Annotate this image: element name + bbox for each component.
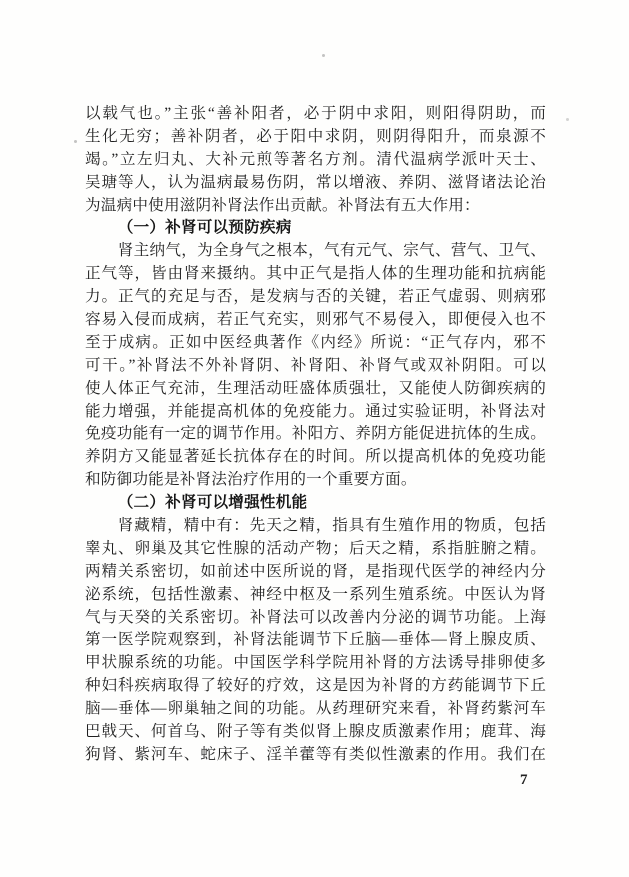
section-heading-1: （一）补肾可以预防疾病: [117, 219, 292, 237]
text-line: 肾藏精，精中有：先天之精，指具有生殖作用的物质，包括: [117, 517, 546, 535]
scan-speck: [322, 54, 325, 57]
page-number: 7: [520, 772, 528, 788]
text-line: 种妇科疾病取得了较好的疗效，这是因为补肾的方药能调节下丘: [85, 677, 546, 695]
text-line: 睾丸、卵巢及其它性腺的活动产物；后天之精，系指脏腑之精。: [85, 539, 546, 557]
text-block: [85, 103, 546, 767]
text-line: 正气等，皆由肾来摄纳。其中正气是指人体的生理功能和抗病能: [85, 265, 546, 283]
text-line: 养阴方又能显著延长抗体存在的时间。所以提高机体的免疫功能: [85, 448, 546, 466]
text-line: 巴戟天、何首乌、附子等有类似肾上腺皮质激素作用；鹿茸、海: [85, 723, 546, 741]
text-line: 和防御功能是补肾法治疗作用的一个重要方面。: [85, 471, 417, 489]
text-line: 至于成病。正如中医经典著作《内经》所说：“正气存内，邪不: [85, 333, 546, 351]
text-line: 肾主纳气，为全身气之根本，气有元气、宗气、营气、卫气、: [117, 242, 546, 260]
text-line: 狗肾、紫河车、蛇床子、淫羊藿等有类似性激素的作用。我们在: [85, 745, 546, 763]
text-line: 生化无穷；善补阴者，必于阳中求阴，则阴得阳升，而泉源不: [85, 127, 546, 145]
text-line: 竭。”立左归丸、大补元煎等著名方剂。清代温病学派叶天士、: [85, 150, 546, 168]
scan-speck: [566, 118, 569, 121]
text-line: 第一医学院观察到，补肾法能调节下丘脑—垂体—肾上腺皮质、: [85, 631, 546, 649]
text-line: 免疫功能有一定的调节作用。补阳方、养阴方能促进抗体的生成。: [85, 425, 546, 443]
text-line: 气与天癸的关系密切。补肾法可以改善内分泌的调节功能。上海: [85, 608, 546, 626]
text-line: 甲状腺系统的功能。中国医学科学院用补肾的方法诱导排卵使多: [85, 654, 546, 672]
text-line: 力。正气的充足与否，是发病与否的关键，若正气虚弱、则病邪: [85, 288, 546, 306]
text-line: 可干。”补肾法不外补肾阴、补肾阳、补肾气或双补阴阳。可以: [85, 356, 546, 374]
section-heading-2: （二）补肾可以增强性机能: [117, 494, 308, 512]
text-line: 泌系统，包括性激素、神经中枢及一系列生殖系统。中医认为肾: [85, 585, 546, 603]
text-line: 吴瑭等人，认为温病最易伤阴，常以增液、养阴、滋肾诸法论治: [85, 173, 546, 191]
text-line: 两精关系密切，如前述中医所说的肾，是指现代医学的神经内分: [85, 562, 546, 580]
text-line: 能力增强，并能提高机体的免疫能力。通过实验证明，补肾法对: [85, 402, 546, 420]
text-line: 使人体正气充沛，生理活动旺盛体质强壮，又能使人防御疾病的: [85, 379, 546, 397]
scan-speck: [74, 140, 77, 143]
text-line: 容易入侵而成病，若正气充实，则邪气不易侵入，即便侵入也不: [85, 311, 546, 329]
text-line: 脑—垂体—卵巢轴之间的功能。从药理研究来看，补肾药紫河车: [85, 700, 546, 718]
text-line: 以载气也。”主张“善补阳者，必于阴中求阳，则阳得阴助，而: [85, 105, 546, 122]
text-line: 为温病中使用滋阴补肾法作出贡献。补肾法有五大作用：: [85, 196, 480, 214]
